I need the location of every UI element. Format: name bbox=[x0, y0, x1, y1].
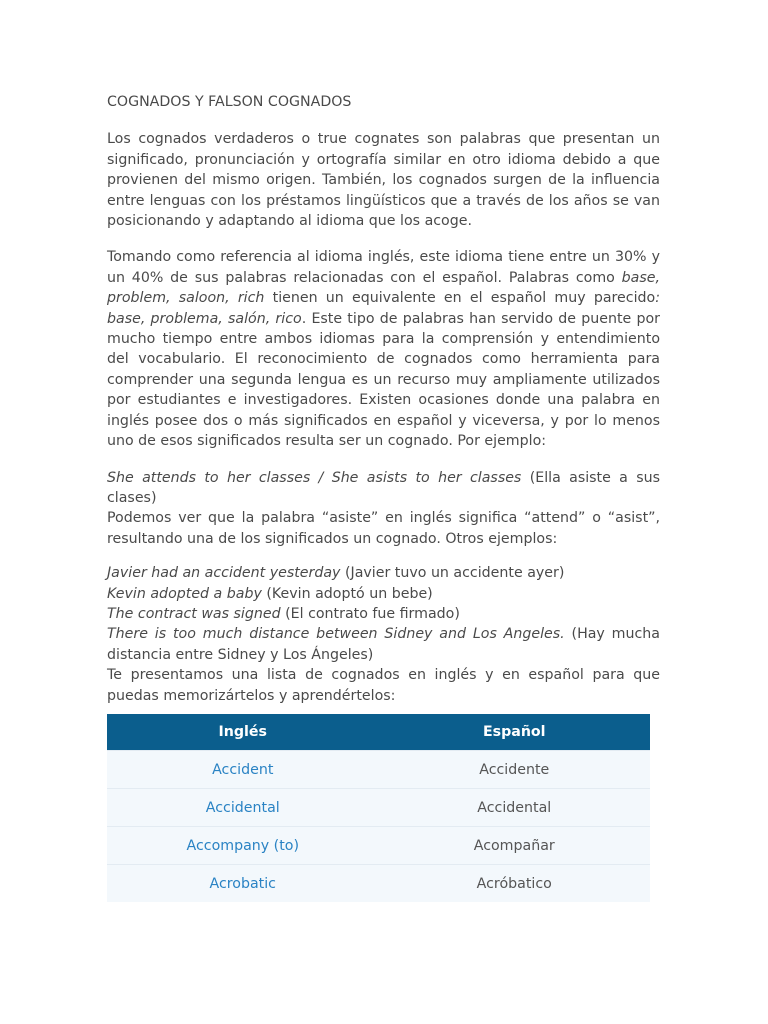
example-line bbox=[107, 624, 660, 665]
english-word-cell[interactable]: Accompany (to) bbox=[107, 827, 379, 865]
example-english: Javier had an accident yesterday bbox=[107, 565, 341, 582]
example-spanish: (Ella asiste a sus clases) bbox=[107, 469, 661, 506]
table-row bbox=[107, 865, 650, 903]
table-row bbox=[107, 751, 650, 789]
example-line bbox=[107, 468, 660, 509]
table-row bbox=[107, 827, 650, 865]
table-row bbox=[107, 789, 650, 827]
reference-text-2: tienen un equivalente en el español muy parecido bbox=[264, 290, 656, 307]
spanish-word-cell: Accidente bbox=[379, 751, 651, 789]
intro-paragraph: Los cognados verdaderos o true cognates son palabras que presentan un significado, pronunciación y ortografía similar en otro idioma debido a que provienen del mismo origen. También, los cognados surgen de la influencia entre lenguas con los préstamos lingüísticos que a través de los años se van posicionando y adaptando al idioma que los acoge. bbox=[107, 131, 660, 230]
reference-text-3: . Este tipo de palabras han servido de puente por mucho tiempo entre ambos idiomas para la comprensión y entendimiento del vocabulario. El reconocimiento de cognados como herramienta para comprender una segunda lengua es un recurso muy ampliamente utilizados por estudiantes e investigadores. Existen ocasiones donde una palabra en inglés posee dos o más significados en español y viceversa, y por lo menos uno de esos significados resulta ser un cognado. Por ejemplo: bbox=[107, 310, 660, 450]
example-line bbox=[107, 563, 660, 583]
table-header-row bbox=[107, 714, 650, 751]
example-spanish: (Hay mucha distancia entre Sidney y Los Ángeles) bbox=[107, 626, 660, 663]
example-line bbox=[107, 604, 660, 624]
list-intro-paragraph: Te presentamos una lista de cognados en inglés y en español para que puedas memorizártelos y aprendértelos: bbox=[107, 667, 660, 704]
explanation-paragraph: Podemos ver que la palabra “asiste” en inglés significa “attend” o “asist”, resultando una de los significados un cognado. Otros ejemplos: bbox=[107, 510, 660, 547]
example-english: Kevin adopted a baby bbox=[107, 585, 262, 602]
page-title: COGNADOS Y FALSON COGNADOS bbox=[107, 94, 352, 110]
reference-italic-1: base, problem, saloon, rich bbox=[107, 269, 660, 307]
example-line bbox=[107, 584, 660, 604]
column-header-spanish: Español bbox=[379, 714, 651, 751]
reference-paragraph bbox=[107, 247, 660, 451]
english-word-cell[interactable]: Acrobatic bbox=[107, 865, 379, 903]
english-word-cell[interactable]: Accident bbox=[107, 751, 379, 789]
document-body bbox=[107, 92, 660, 706]
reference-italic-2: : base, problema, salón, rico bbox=[107, 290, 660, 327]
cognates-table-container bbox=[107, 714, 650, 902]
example-english: She attends to her classes / She asists to her classes bbox=[107, 469, 522, 486]
english-word-cell[interactable]: Accidental bbox=[107, 789, 379, 827]
spanish-word-cell: Acompañar bbox=[379, 827, 651, 865]
reference-text-1: Tomando como referencia al idioma inglés, este idioma tiene entre un 30% y un 40% de sus palabras relacionadas con el español. Palabras como bbox=[107, 249, 660, 286]
example-english: There is too much distance between Sidney and Los Angeles. bbox=[107, 626, 565, 643]
example-english: The contract was signed bbox=[107, 605, 281, 622]
example-spanish: (El contrato fue firmado) bbox=[280, 605, 460, 622]
spanish-word-cell: Accidental bbox=[379, 789, 651, 827]
example-spanish: (Javier tuvo un accidente ayer) bbox=[340, 565, 565, 582]
column-header-english: Inglés bbox=[107, 714, 379, 751]
cognates-table bbox=[107, 714, 650, 902]
example-spanish: (Kevin adoptó un bebe) bbox=[261, 585, 433, 602]
spanish-word-cell: Acróbatico bbox=[379, 865, 651, 903]
